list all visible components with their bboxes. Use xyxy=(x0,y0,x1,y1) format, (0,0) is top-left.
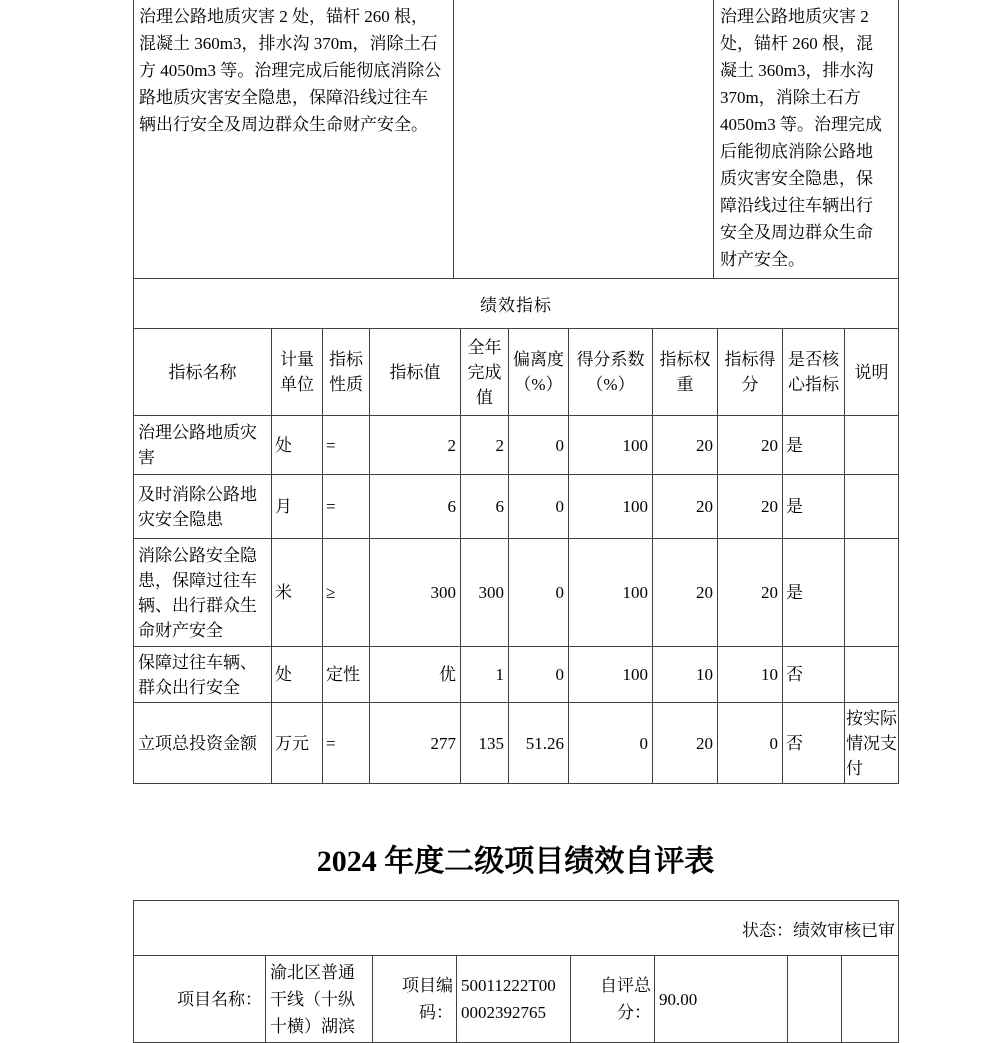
indicator-note xyxy=(845,475,899,539)
continuation-middle-cell xyxy=(454,0,714,279)
indicator-weight: 20 xyxy=(653,475,718,539)
project-name-value: 渝北区普通干线（十纵十横）湖滨 xyxy=(266,956,373,1043)
header-weight: 指标权重 xyxy=(653,329,718,416)
indicator-weight: 10 xyxy=(653,647,718,703)
indicator-target-value: 2 xyxy=(370,416,461,475)
indicator-row xyxy=(134,475,899,539)
indicator-target-value: 优 xyxy=(370,647,461,703)
performance-section-title: 绩效指标 xyxy=(134,279,899,329)
indicator-deviation: 0 xyxy=(509,416,569,475)
indicator-deviation: 0 xyxy=(509,475,569,539)
empty-cell xyxy=(788,956,842,1043)
indicator-note xyxy=(845,416,899,475)
indicator-score-coefficient: 100 xyxy=(569,416,653,475)
section-header-row xyxy=(134,279,899,329)
header-target-value: 指标值 xyxy=(370,329,461,416)
indicator-score: 20 xyxy=(718,539,783,647)
indicator-nature: = xyxy=(323,416,370,475)
status-text: 状态：绩效审核已审 xyxy=(134,901,899,956)
indicator-annual-value: 6 xyxy=(461,475,509,539)
indicator-score: 20 xyxy=(718,475,783,539)
project-info-table xyxy=(133,900,899,1043)
indicator-score: 10 xyxy=(718,647,783,703)
continuation-row xyxy=(134,0,899,279)
indicator-unit: 万元 xyxy=(272,703,323,784)
indicator-score-coefficient: 0 xyxy=(569,703,653,784)
document-page xyxy=(133,0,898,1043)
indicator-row xyxy=(134,539,899,647)
continuation-table xyxy=(133,0,899,279)
indicator-note xyxy=(845,539,899,647)
self-score-label: 自评总分： xyxy=(571,956,655,1043)
header-is-core: 是否核心指标 xyxy=(783,329,845,416)
indicator-score-coefficient: 100 xyxy=(569,647,653,703)
indicator-annual-value: 1 xyxy=(461,647,509,703)
indicator-unit: 处 xyxy=(272,416,323,475)
indicator-unit: 处 xyxy=(272,647,323,703)
indicator-nature: 定性 xyxy=(323,647,370,703)
page-title: 2024 年度二级项目绩效自评表 xyxy=(316,845,715,878)
indicator-score-coefficient: 100 xyxy=(569,539,653,647)
indicator-name: 消除公路安全隐患，保障过往车辆、出行群众生命财产安全 xyxy=(134,539,272,647)
indicator-row xyxy=(134,703,899,784)
indicator-header-row xyxy=(134,329,899,416)
indicator-unit: 米 xyxy=(272,539,323,647)
indicator-nature: = xyxy=(323,703,370,784)
header-unit: 计量单位 xyxy=(272,329,323,416)
header-nature: 指标性质 xyxy=(323,329,370,416)
empty-cell xyxy=(842,956,899,1043)
project-name-label: 项目名称： xyxy=(134,956,266,1043)
indicator-score: 20 xyxy=(718,416,783,475)
continuation-left-cell: 治理公路地质灾害 2 处，锚杆 260 根，混凝土 360m3，排水沟 370m，消除土石方 4050m3 等。治理完成后能彻底消除公路地质灾害安全隐患，保障沿线过往车辆出行安全及周边群众生命财产安全。 xyxy=(134,0,454,279)
indicator-target-value: 277 xyxy=(370,703,461,784)
indicator-name: 立项总投资金额 xyxy=(134,703,272,784)
indicator-weight: 20 xyxy=(653,416,718,475)
indicator-name: 保障过往车辆、群众出行安全 xyxy=(134,647,272,703)
indicator-is-core: 是 xyxy=(783,416,845,475)
header-annual-value: 全年完成值 xyxy=(461,329,509,416)
indicator-weight: 20 xyxy=(653,703,718,784)
header-score-coefficient: 得分系数（%） xyxy=(569,329,653,416)
indicator-deviation: 0 xyxy=(509,647,569,703)
indicator-target-value: 6 xyxy=(370,475,461,539)
indicator-is-core: 是 xyxy=(783,475,845,539)
indicator-deviation: 51.26 xyxy=(509,703,569,784)
indicator-name: 治理公路地质灾害 xyxy=(134,416,272,475)
project-code-value: 50011222T000002392765 xyxy=(457,956,571,1043)
indicator-row xyxy=(134,416,899,475)
indicator-name: 及时消除公路地灾安全隐患 xyxy=(134,475,272,539)
header-note: 说明 xyxy=(845,329,899,416)
self-score-value: 90.00 xyxy=(655,956,788,1043)
indicator-table xyxy=(133,279,899,784)
indicator-is-core: 否 xyxy=(783,647,845,703)
indicator-deviation: 0 xyxy=(509,539,569,647)
header-indicator-name: 指标名称 xyxy=(134,329,272,416)
indicator-target-value: 300 xyxy=(370,539,461,647)
indicator-annual-value: 135 xyxy=(461,703,509,784)
header-deviation: 偏离度（%） xyxy=(509,329,569,416)
project-code-label: 项目编码： xyxy=(373,956,457,1043)
indicator-note xyxy=(845,647,899,703)
indicator-score: 0 xyxy=(718,703,783,784)
continuation-right-cell: 治理公路地质灾害 2 处，锚杆 260 根，混凝土 360m3，排水沟 370m，消除土石方 4050m3 等。治理完成后能彻底消除公路地质灾害安全隐患，保障沿线过往车辆出行安全及周边群众生命财产安全。 xyxy=(714,0,899,279)
project-row xyxy=(134,956,899,1043)
indicator-annual-value: 2 xyxy=(461,416,509,475)
header-score: 指标得分 xyxy=(718,329,783,416)
indicator-weight: 20 xyxy=(653,539,718,647)
status-row xyxy=(134,901,899,956)
indicator-score-coefficient: 100 xyxy=(569,475,653,539)
indicator-is-core: 否 xyxy=(783,703,845,784)
indicator-row xyxy=(134,647,899,703)
indicator-unit: 月 xyxy=(272,475,323,539)
indicator-nature: = xyxy=(323,475,370,539)
indicator-annual-value: 300 xyxy=(461,539,509,647)
indicator-note: 按实际情况支付 xyxy=(845,703,899,784)
indicator-is-core: 是 xyxy=(783,539,845,647)
indicator-nature: ≥ xyxy=(323,539,370,647)
